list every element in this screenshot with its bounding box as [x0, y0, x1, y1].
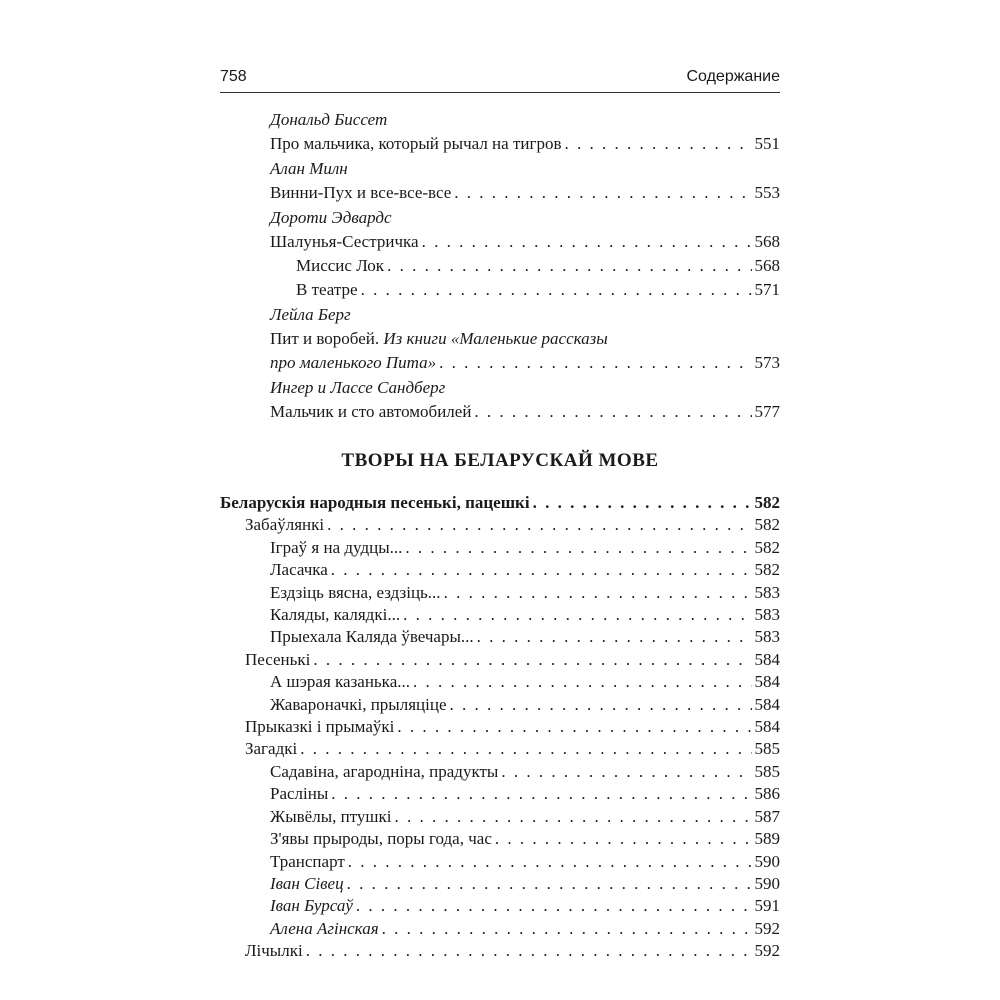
leader-dots	[347, 873, 752, 895]
leader-dots	[356, 895, 752, 917]
toc-entry-page: 571	[754, 280, 780, 299]
toc-entry[interactable]	[220, 254, 780, 278]
toc-entry-page: 587	[754, 806, 780, 826]
leader-dots	[495, 828, 752, 850]
leader-dots	[331, 559, 752, 581]
toc-entry[interactable]	[220, 649, 780, 671]
toc-entry-subtitle: про маленького Пита»	[270, 353, 437, 372]
toc-entry[interactable]	[220, 492, 780, 514]
toc-entry-page: 584	[754, 649, 780, 669]
toc-entry-title: Миссис Лок	[296, 256, 385, 275]
toc-entry-page: 584	[754, 694, 780, 714]
toc-entry[interactable]	[220, 918, 780, 940]
toc-entry-page: 582	[754, 537, 780, 557]
section-title: ТВОРЫ НА БЕЛАРУСКАЙ МОВЕ	[341, 450, 659, 471]
toc-entry[interactable]	[220, 181, 780, 205]
toc-entry-page: 583	[754, 627, 780, 647]
toc-entry[interactable]	[220, 132, 780, 156]
leader-dots	[413, 671, 752, 693]
toc-entry-title: Каляды, калядкі...	[270, 605, 401, 625]
leader-dots	[477, 626, 752, 648]
toc-entry[interactable]	[220, 351, 780, 375]
toc-entry-page: 568	[754, 232, 780, 251]
toc-entry-page: 577	[754, 402, 780, 421]
toc-entry[interactable]	[220, 278, 780, 302]
toc-entry[interactable]	[220, 873, 780, 895]
leader-dots	[403, 604, 751, 626]
leader-dots	[444, 582, 752, 604]
toc-entry-title: Прыказкі і прымаўкі	[245, 717, 395, 737]
toc-entry[interactable]	[220, 895, 780, 917]
leader-dots	[422, 230, 752, 254]
toc-entry-title: З'явы прыроды, поры года, час	[270, 829, 492, 849]
toc-entry[interactable]	[220, 940, 780, 962]
toc-entry-title: Расліны	[270, 784, 329, 804]
toc-entry-page: 582	[754, 515, 780, 535]
toc-entry-page: 592	[754, 918, 780, 938]
toc-entry-page: 582	[754, 560, 780, 580]
toc-entry-title: Іван Бурсаў	[270, 896, 353, 916]
leader-dots	[361, 278, 752, 302]
toc-entry-title: Беларускія народныя песенькі, пацешкі	[220, 493, 530, 512]
toc-entry-page: 591	[754, 896, 780, 916]
toc-entry-multiline[interactable]	[220, 327, 780, 351]
leader-dots	[439, 351, 751, 375]
toc-entry[interactable]	[220, 851, 780, 873]
leader-dots	[449, 694, 751, 716]
toc-entry-title: Загадкі	[245, 739, 298, 759]
toc-entry-title: Транспарт	[270, 851, 345, 871]
table-of-contents	[220, 107, 780, 963]
toc-entry-page: 582	[754, 493, 780, 512]
toc-entry[interactable]	[220, 783, 780, 805]
leader-dots	[327, 514, 751, 536]
toc-entry-title: Лічылкі	[245, 941, 303, 961]
toc-entry[interactable]	[220, 828, 780, 850]
leader-dots	[313, 649, 751, 671]
toc-entry-title: Жавароначкі, прыляціце	[270, 694, 447, 714]
toc-entry[interactable]	[220, 514, 780, 536]
toc-entry[interactable]	[220, 230, 780, 254]
toc-entry-title: Іван Сівец	[270, 873, 344, 893]
toc-entry[interactable]	[220, 738, 780, 760]
toc-entry[interactable]	[220, 559, 780, 581]
toc-entry-title: Жывёлы, птушкі	[270, 806, 392, 826]
toc-entry-page: 551	[754, 134, 780, 153]
toc-entry-page: 592	[754, 941, 780, 961]
toc-entry-title: Садавіна, агароднiна, прадукты	[270, 761, 499, 781]
toc-entry[interactable]	[220, 537, 780, 559]
leader-dots	[501, 761, 751, 783]
leader-dots	[454, 181, 751, 205]
toc-entry[interactable]	[220, 806, 780, 828]
toc-entry-title: Про мальчика, который рычал на тигров	[270, 134, 562, 153]
toc-entry-page: 584	[754, 672, 780, 692]
toc-author: Алан Милн	[270, 159, 348, 178]
leader-dots	[387, 254, 751, 278]
leader-dots	[348, 851, 752, 873]
leader-dots	[405, 537, 751, 559]
toc-entry-page: 590	[754, 873, 780, 893]
toc-entry-title: Прыехала Каляда ўвечары...	[270, 627, 474, 647]
toc-entry-page: 553	[754, 183, 780, 202]
toc-entry-title: Песенькі	[245, 649, 311, 669]
toc-entry-title: Винни-Пух и все-все-все	[270, 183, 452, 202]
toc-entry[interactable]	[220, 716, 780, 738]
toc-entry-page: 585	[754, 761, 780, 781]
toc-entry-page: 590	[754, 851, 780, 871]
toc-author: Лейла Берг	[270, 305, 351, 324]
toc-entry-page: 583	[754, 582, 780, 602]
toc-entry-title: Ездзіць вясна, ездзіць...	[270, 582, 441, 602]
toc-author: Дональд Биссет	[270, 110, 388, 129]
leader-dots	[474, 400, 751, 424]
leader-dots	[306, 940, 752, 962]
toc-entry-title: Забаўлянкі	[245, 515, 325, 535]
leader-dots	[382, 918, 752, 940]
leader-dots	[395, 806, 752, 828]
toc-author: Ингер и Лассе Сандберг	[270, 378, 446, 397]
page-header	[220, 64, 780, 93]
toc-entry[interactable]	[220, 604, 780, 626]
toc-entry-title: Пит и воробей.	[270, 329, 384, 348]
toc-entry[interactable]	[220, 582, 780, 604]
toc-entry-title: Іграў я на дудцы...	[270, 537, 403, 557]
toc-entry[interactable]	[220, 671, 780, 693]
toc-entry-page: 589	[754, 829, 780, 849]
leader-dots	[397, 716, 751, 738]
toc-entry-title: Шалунья-Сестричка	[270, 232, 419, 251]
toc-entry[interactable]	[220, 626, 780, 648]
toc-entry[interactable]	[220, 761, 780, 783]
toc-entry-page: 584	[754, 717, 780, 737]
toc-entry-page: 573	[754, 353, 780, 372]
toc-entry[interactable]	[220, 694, 780, 716]
leader-dots	[564, 132, 751, 156]
toc-entry-page: 583	[754, 605, 780, 625]
toc-entry-page: 585	[754, 739, 780, 759]
leader-dots	[533, 492, 752, 514]
page-number: 758	[220, 68, 247, 85]
running-title: Содержание	[686, 68, 780, 85]
toc-entry-title: В театре	[296, 280, 358, 299]
leader-dots	[331, 783, 751, 805]
toc-entry-title: А шэрая казанька...	[270, 672, 410, 692]
toc-entry-page: 586	[754, 784, 780, 804]
toc-entry-title: Алена Агінская	[270, 918, 379, 938]
toc-author: Дороти Эдвардс	[270, 208, 392, 227]
belarus-toc-list	[220, 492, 780, 963]
toc-entry-title: Ласачка	[270, 560, 328, 580]
toc-entry-title: Мальчик и сто автомобилей	[270, 402, 472, 421]
leader-dots	[300, 738, 751, 760]
toc-entry-subtitle: Из книги «Маленькие рассказы	[383, 329, 608, 348]
toc-entry-page: 568	[754, 256, 780, 275]
toc-entry[interactable]	[220, 400, 780, 424]
